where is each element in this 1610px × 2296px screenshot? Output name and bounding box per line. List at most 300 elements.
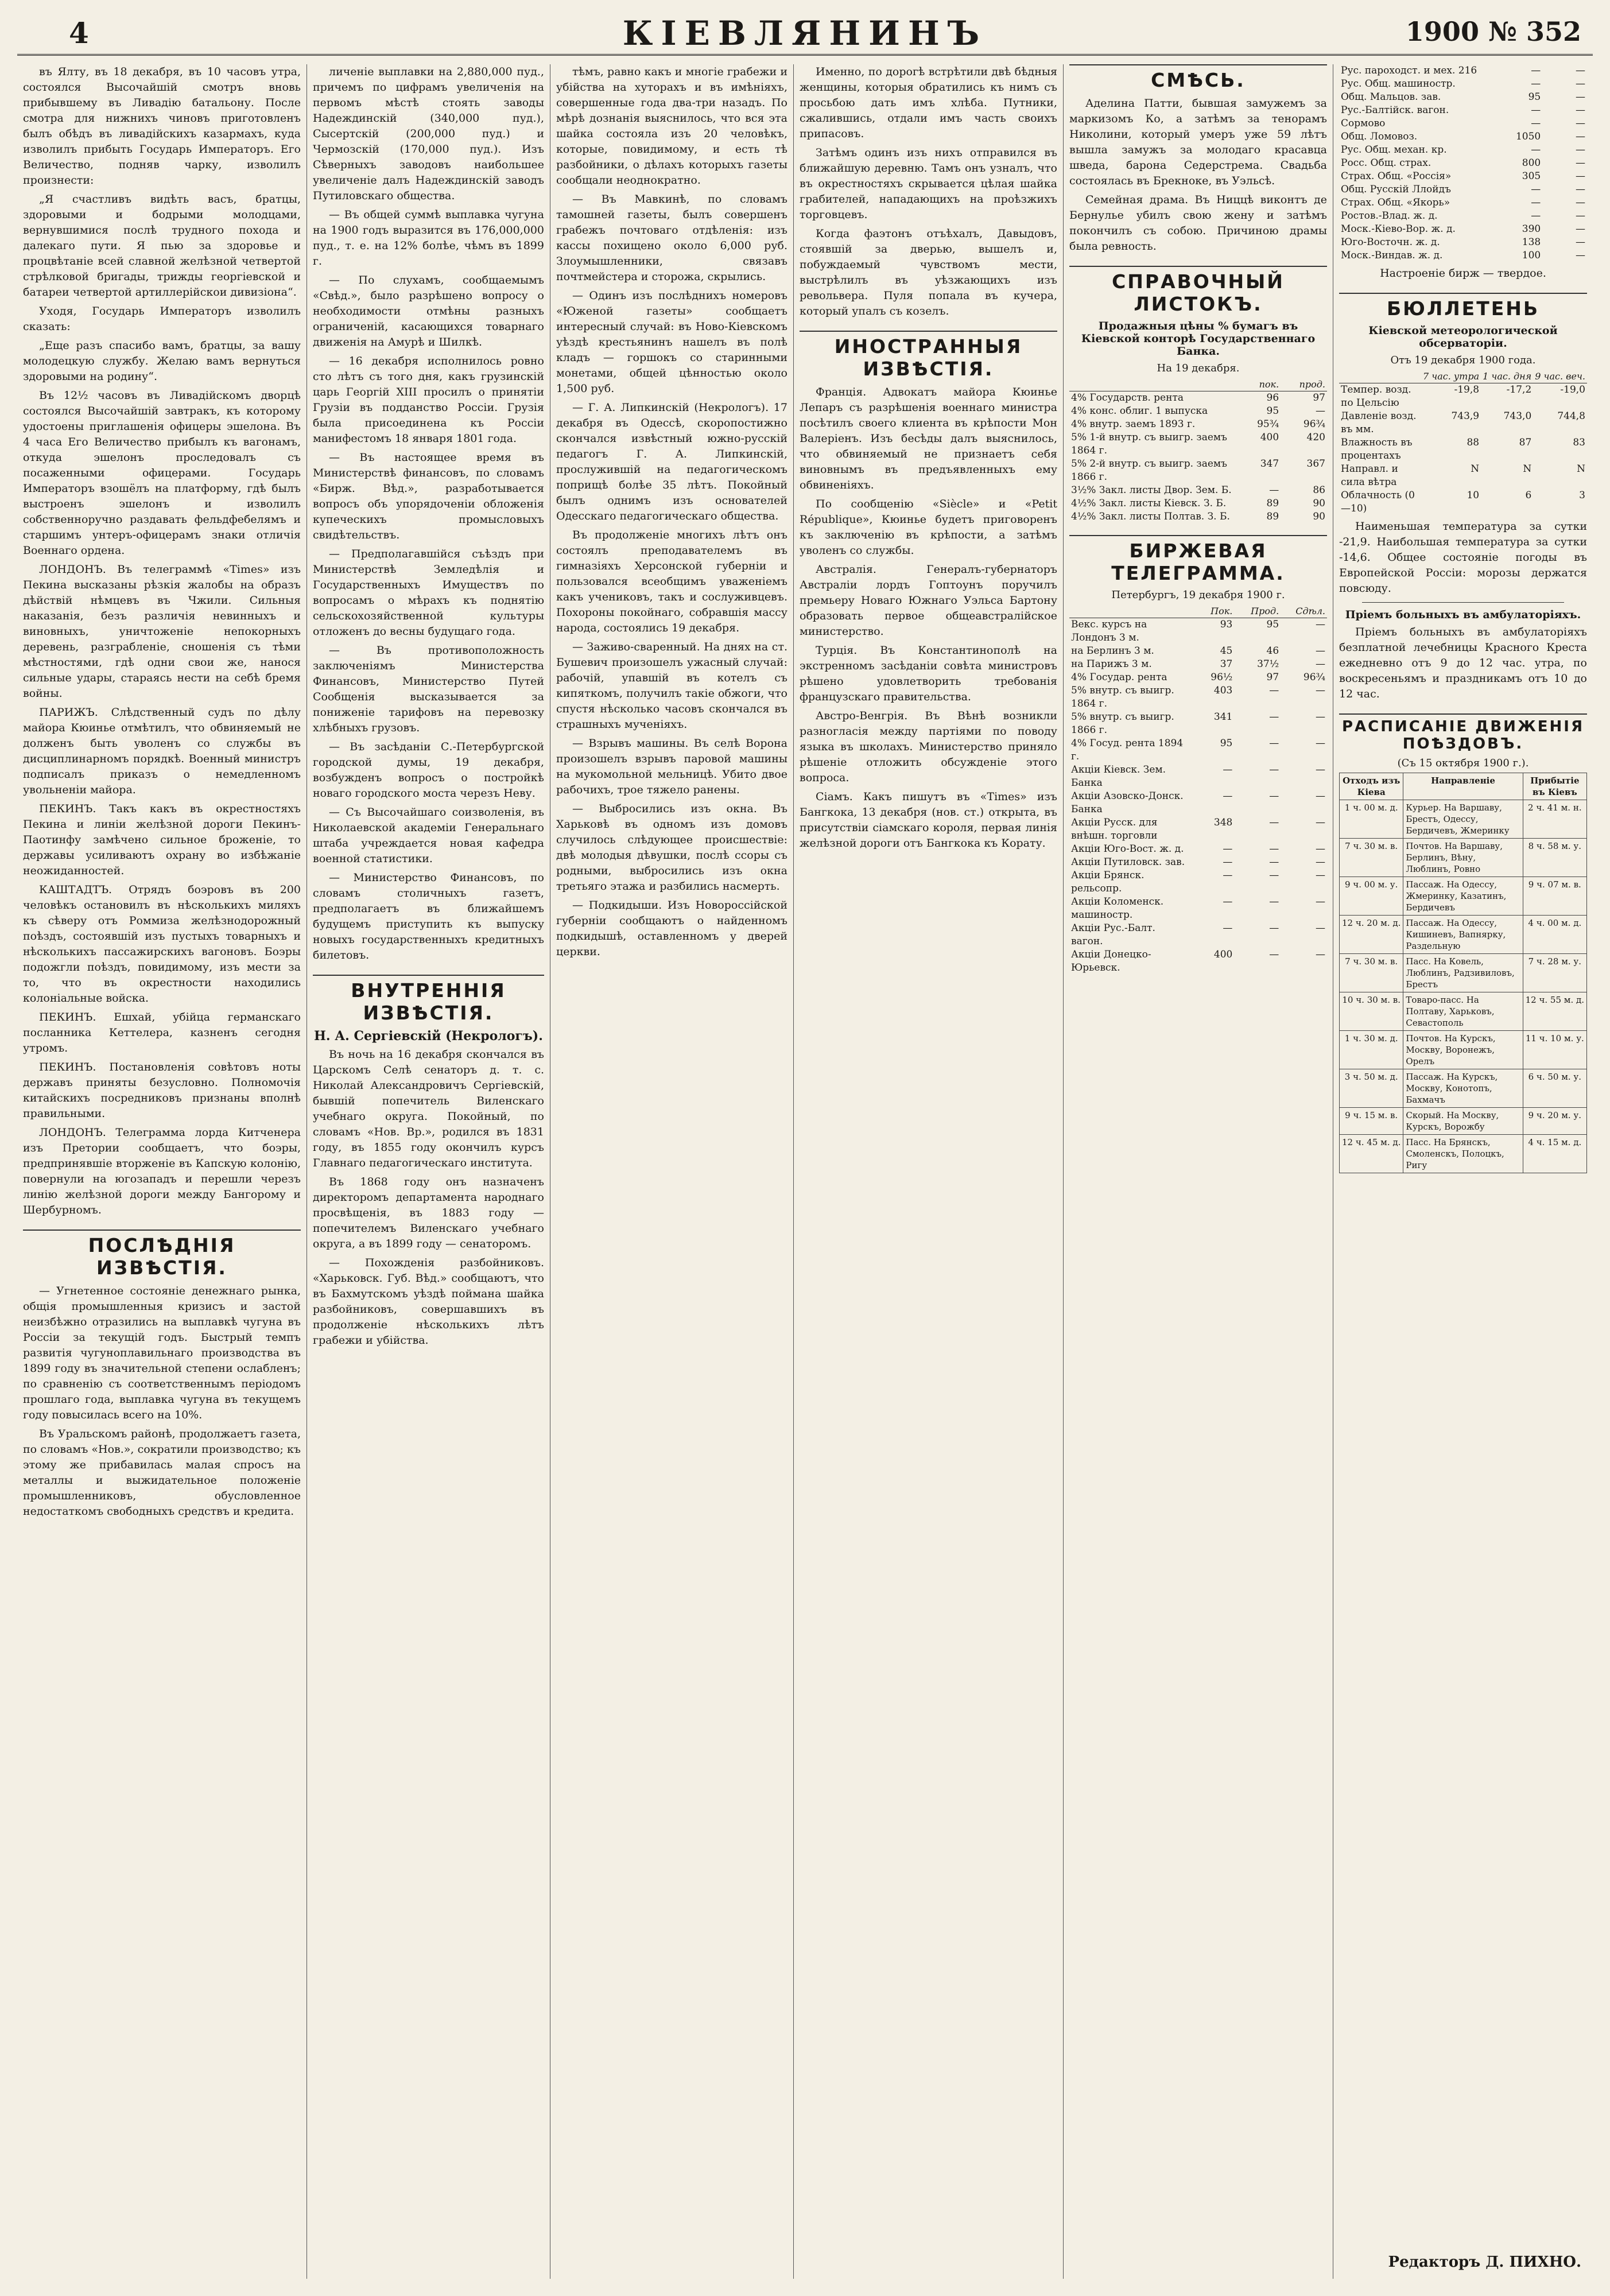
table-cell: 12 ч. 55 м. д.: [1523, 992, 1586, 1031]
article-paragraph: ЛОНДОНЪ. Въ телеграммѣ «Times» изъ Пекина высказаны рѣзкія жалобы на образъ дѣйствій нѣмцевъ въ Чжили. Сильныя наказанія, безъ различія невинныхъ и виновныхъ, уничтоженіе непокорныхъ деревень, разграбленіе, сношенія съ тѣми мѣстностями, гдѣ одни свои же, нанося сильные удары, стараясь нести на себѣ бремя войны.: [23, 563, 301, 700]
table-cell: 4½% Закл. листы Полтав. З. Б.: [1071, 511, 1230, 522]
table-cell: —: [1223, 896, 1233, 907]
table-cell: 5% внутр. съ выигр. 1866 г.: [1071, 711, 1174, 736]
bonds-subtitle: Продажныя цѣны % бумагъ въ Кіевской конторѣ Государственнаго Банка.: [1081, 320, 1316, 358]
table-cell: —: [1316, 645, 1325, 657]
table-cell: 4½% Закл. листы Кіевск. З. Б.: [1071, 498, 1227, 509]
table-cell: 3: [1579, 490, 1585, 501]
table-cell: 4% внутр. заемъ 1893 г.: [1071, 418, 1196, 430]
table-cell: 5% внутр. съ выигр. 1864 г.: [1071, 685, 1174, 709]
table-cell: —: [1576, 104, 1585, 116]
table-cell: Направл. и сила вѣтра: [1341, 463, 1398, 488]
stock-row: [1339, 223, 1587, 236]
table-cell: 7 ч. 30 м. в.: [1340, 839, 1403, 877]
column-header: пок.: [1234, 378, 1281, 391]
article-paragraph: — Министерство Финансовъ, по словамъ столичныхъ газетъ, предполагаетъ въ ближайшемъ будущемъ приступить къ выпуску новыхъ государственныхъ кредитныхъ билетовъ.: [313, 871, 544, 961]
table-cell: —: [1576, 65, 1585, 76]
exchange-date: Петербургъ, 19 декабря 1900 г.: [1111, 589, 1285, 601]
table-cell: 400: [1260, 432, 1279, 443]
table-cell: Пассаж. На Курскъ, Москву, Конотопъ, Бахмачъ: [1403, 1069, 1523, 1108]
table-cell: 800: [1522, 157, 1541, 169]
table-cell: —: [1269, 843, 1279, 855]
table-cell: Страх. Общ. «Россія»: [1341, 170, 1452, 182]
table-cell: Облачность (0—10): [1341, 490, 1415, 514]
column-6: [1333, 64, 1593, 2279]
article-paragraph: По сообщенію «Siècle» и «Petit République», Кюинье будетъ приговоренъ къ заключенію въ крѣпости, а затѣмъ уволенъ со службы.: [800, 498, 1057, 557]
train-schedule-table: [1339, 773, 1587, 1173]
table-cell: Давленіе возд. въ мм.: [1341, 410, 1417, 435]
table-cell: Общ. Ломовоз.: [1341, 131, 1418, 142]
weather-row: [1339, 383, 1587, 410]
article-paragraph: — Въ засѣданіи С.-Петербургской городской думы, 19 декабря, возбужденъ вопросъ о постройкѣ новаго городского моста черезъ Неву.: [313, 740, 544, 800]
article-paragraph: — Въ общей суммѣ выплавка чугуна на 1900 годъ выразится въ 176,000,000 пуд., т. е. на 12% болѣе, чѣмъ въ 1899 г.: [313, 208, 544, 267]
table-cell: Акціи Азовско-Донск. Банка: [1071, 790, 1184, 815]
table-cell: 100: [1522, 250, 1541, 261]
table-cell: —: [1269, 685, 1279, 696]
column-2: [307, 64, 550, 2279]
table-cell: 138: [1522, 236, 1541, 248]
table-cell: —: [1316, 711, 1325, 723]
table-cell: 348: [1213, 817, 1233, 828]
table-cell: 8 ч. 58 м. у.: [1523, 839, 1586, 877]
table-cell: 4% Государств. рента: [1071, 392, 1184, 404]
exchange-row: [1069, 895, 1327, 922]
page-number: 4: [69, 16, 89, 50]
exchange-row: [1069, 856, 1327, 869]
table-cell: Рус. Общ. машиностр.: [1341, 78, 1456, 90]
table-cell: 12 ч. 20 м. д.: [1340, 916, 1403, 954]
clinic-heading: Пріемъ больныхъ въ амбулаторіяхъ.: [1345, 608, 1581, 621]
table-cell: —: [1316, 922, 1325, 934]
weather-row: [1339, 436, 1587, 463]
table-cell: Акціи Донецко-Юрьевск.: [1071, 949, 1151, 974]
bulletin-title: БЮЛЛЕТЕНЬ: [1339, 293, 1587, 320]
table-cell: Росс. Общ. страх.: [1341, 157, 1431, 169]
table-cell: 12 ч. 45 м. д.: [1340, 1135, 1403, 1173]
article-paragraph: „Еще разъ спасибо вамъ, братцы, за вашу молодецкую службу. Желаю вамъ вернуться здоровыми на родину“.: [23, 339, 301, 383]
table-cell: —: [1576, 157, 1585, 169]
table-header-row: [1069, 378, 1327, 391]
table-cell: 97: [1266, 672, 1279, 683]
stock-row: [1339, 117, 1587, 130]
train-row: [1340, 800, 1587, 839]
article-paragraph: ЛОНДОНЪ. Телеграмма лорда Китченера изъ Претории сообщаетъ, что боэры, предпринявшіе вторженіе въ Капскую колонію, повернули на югозападъ и перешли черезъ линію желѣзной дороги между Бангорому и Шербурномъ.: [23, 1126, 301, 1216]
table-header-row: [1339, 370, 1587, 383]
table-cell: 87: [1519, 437, 1532, 448]
table-cell: —: [1269, 817, 1279, 828]
table-cell: 11 ч. 10 м. у.: [1523, 1031, 1586, 1069]
section-title-internal-news: ВНУТРЕННІЯ ИЗВѢСТІЯ.: [313, 975, 544, 1024]
table-cell: —: [1316, 870, 1325, 881]
table-cell: —: [1531, 197, 1541, 208]
table-cell: —: [1316, 619, 1325, 630]
table-cell: 95¾: [1257, 418, 1279, 430]
stocks-table: [1339, 64, 1587, 262]
column-header: [1069, 604, 1188, 618]
table-cell: —: [1576, 91, 1585, 103]
article-paragraph: Въ 12½ часовъ въ Ливадійскомъ дворцѣ состоялся Высочайшій завтракъ, къ которому удостоены приглашенія офицеры эшелона. Въ 4 часа Его Величество прибылъ къ вагонамъ, откуда эшелонъ проследовалъ съ посаженными офицерами. Государь Императоръ взошёлъ на платформу, гдѣ былъ выстроенъ эшелонъ и изволилъ собственноручно раздавать фельдфебелямъ и старшимъ унтеръ-офицерамъ знаки отличія Военнаго ордена.: [23, 389, 301, 557]
table-cell: 4% Государ. рента: [1071, 672, 1167, 683]
article-paragraph: Аделина Патти, бывшая замужемъ за маркизомъ Ко, а затѣмъ за тенорамъ Николини, который умеръ уже 59 лѣтъ вышла замужъ за молодаго красавца шведа, барона Седерстрема. Свадьба состоялась въ Брекноке, въ Уэльсѣ.: [1069, 97, 1327, 187]
column-header: Прод.: [1234, 604, 1281, 618]
table-cell: Почтов. На Варшаву, Берлинъ, Вѣну, Люблинъ, Ровно: [1403, 839, 1523, 877]
table-cell: —: [1316, 817, 1325, 828]
masthead: [17, 11, 1593, 56]
article-paragraph: — По слухамъ, сообщаемымъ «Свѣд.», было разрѣшено вопросу о необходимости отмѣны разныхъ ограниченій, касающихся товарнаго движенія на Амурѣ и Шилкѣ.: [313, 274, 544, 348]
table-cell: —: [1223, 764, 1233, 775]
train-row: [1340, 877, 1587, 916]
article-paragraph: Въ ночь на 16 декабря скончался въ Царскомъ Селѣ сенаторъ д. т. с. Николай Александровичъ Сергіевскій, бывшій попечитель Виленскаго учебнаго округа. Покойный, по словамъ «Нов. Вр.», родился въ 1831 году, въ 1855 году окончилъ курсъ Главнаго педагогическаго института.: [313, 1048, 544, 1169]
divider: [1362, 602, 1564, 603]
table-cell: 89: [1266, 511, 1279, 522]
table-cell: 97: [1313, 392, 1325, 404]
table-cell: 96½: [1211, 672, 1233, 683]
table-cell: —: [1531, 144, 1541, 156]
issue-number: 1900 № 352: [1405, 16, 1581, 47]
table-cell: N: [1577, 463, 1585, 475]
stock-row: [1339, 104, 1587, 117]
table-cell: —: [1576, 184, 1585, 195]
exchange-row: [1069, 869, 1327, 895]
article-paragraph: — Похожденія разбойниковъ. «Харьковск. Губ. Вѣд.» сообщаютъ, что въ Бахмутскомъ уѣздѣ поймана шайка разбойниковъ, совершавшихъ въ продолженіе нѣсколькихъ лѣтъ грабежи и убійства.: [313, 1256, 544, 1347]
article-paragraph: „Я счастливъ видѣть васъ, братцы, здоровыми и бодрыми молодцами, вернувшимися послѣ трудного похода и далекаго пути. Я пью за здоровье и процвѣтаніе всей славной желѣзной четвертой стрѣлковой бригады, трижды георгіевской и батареи четвертой артиллерійскои дивизіона“.: [23, 193, 301, 298]
table-cell: 95: [1266, 405, 1279, 417]
table-cell: Акціи Путиловск. зав.: [1071, 856, 1185, 868]
table-cell: —: [1269, 870, 1279, 881]
article-paragraph: — Выбросились изъ окна. Въ Харьковѣ въ одномъ изъ домовъ случилось слѣдующее происшествіе: двѣ молодыя дѣвушки, послѣ ссоры съ родными, выбросились изъ окна третьяго этажа и разбились насмерть.: [556, 802, 787, 893]
section-title-exchange: БИРЖЕВАЯ ТЕЛЕГРАММА.: [1069, 535, 1327, 584]
table-cell: Акціи Коломенск. машиностр.: [1071, 896, 1164, 921]
bonds-table: [1069, 378, 1327, 523]
table-cell: Моск.-Виндав. ж. д.: [1341, 250, 1443, 261]
table-cell: 37: [1220, 658, 1233, 670]
table-cell: Общ. Русскій Ллойдъ: [1341, 184, 1451, 195]
train-schedule-subtitle: (Съ 15 октября 1900 г.).: [1397, 757, 1529, 769]
table-cell: —: [1316, 843, 1325, 855]
section-title-reference: СПРАВОЧНЫЙ ЛИСТОКЪ.: [1069, 266, 1327, 315]
table-cell: —: [1316, 896, 1325, 907]
table-cell: 95: [1220, 738, 1233, 749]
bond-row: [1069, 484, 1327, 497]
article-paragraph: — Г. А. Липкинскій (Некрологъ). 17 декабря въ Одессѣ, скоропостижно скончался извѣстный южно-русскій педагогъ Г. А. Липкинскій, прослужившій на педагогическомъ поприщѣ болѣе 35 лѣтъ. Покойный былъ однимъ изъ основателей Одесскаго педагогическаго общества.: [556, 401, 787, 522]
article-paragraph: — Подкидыши. Изъ Новороссійской губерніи сообщаютъ о найденномъ подкидышѣ, оставленномъ у дверей церкви.: [556, 899, 787, 958]
section-title-miscellany: СМѢСЬ.: [1069, 64, 1327, 91]
table-cell: 367: [1306, 458, 1325, 470]
article-paragraph: — Съ Высочайшаго соизволенія, въ Николаевской академіи Генеральнаго штаба учреждается новая кафедра военной статистики.: [313, 806, 544, 865]
clinic-note: Пріемъ больныхъ въ амбулаторіяхъ безплатной лечебницы Красного Креста ежедневно отъ 9 до 12 час. утра, по воскресеньямъ и праздникамъ отъ 10 до 12 час.: [1339, 626, 1587, 700]
bond-row: [1069, 431, 1327, 457]
stock-row: [1339, 144, 1587, 157]
table-cell: Акціи Брянск. рельсопр.: [1071, 870, 1145, 894]
weather-table: [1339, 370, 1587, 515]
article-paragraph: Австро-Венгрія. Въ Вѣнѣ возникли разногласія между партіями по поводу языка въ школахъ. Министерство приняло рѣшеніе отложить обсужденіе этого вопроса.: [800, 709, 1057, 784]
table-cell: —: [1531, 184, 1541, 195]
table-cell: Влажность въ процентахъ: [1341, 437, 1413, 461]
table-cell: -19,0: [1560, 384, 1585, 395]
table-cell: 1 ч. 30 м. д.: [1340, 1031, 1403, 1069]
table-cell: 3½% Закл. листы Двор. Зем. Б.: [1071, 484, 1232, 496]
table-cell: 743,9: [1451, 410, 1480, 422]
train-row: [1340, 839, 1587, 877]
column-header: Направленіе: [1403, 773, 1523, 800]
table-cell: —: [1531, 210, 1541, 222]
train-row: [1340, 954, 1587, 992]
exchange-row: [1069, 671, 1327, 684]
table-cell: Товаро-пасс. На Полтаву, Харьковъ, Севастополь: [1403, 992, 1523, 1031]
column-header: [1069, 378, 1234, 391]
table-cell: —: [1223, 856, 1233, 868]
section-title-latest-news: ПОСЛѢДНІЯ ИЗВѢСТІЯ.: [23, 1230, 301, 1279]
bulletin-subtitle: Кіевской метеорологической обсерваторіи.: [1368, 324, 1558, 350]
table-cell: 1050: [1515, 131, 1541, 142]
column-header: 1 час. дня: [1481, 370, 1533, 383]
table-cell: 88: [1467, 437, 1480, 448]
exchange-row: [1069, 922, 1327, 948]
table-cell: Общ. Мальцов. зав.: [1341, 91, 1441, 103]
table-cell: —: [1576, 210, 1585, 222]
table-cell: Акціи Рус.-Балт. вагон.: [1071, 922, 1155, 947]
exchange-row: [1069, 790, 1327, 816]
bond-row: [1069, 457, 1327, 484]
table-cell: —: [1316, 405, 1325, 417]
table-cell: —: [1531, 78, 1541, 90]
article-paragraph: ПАРИЖЪ. Слѣдственный судъ по дѣлу майора Кюинье отмѣтилъ, что обвиняемый не долженъ быть уволенъ со службы въ дисциплинарномъ порядкѣ. Военный министръ подписалъ приказъ о немедленномъ увольненіи майора.: [23, 706, 301, 796]
table-cell: —: [1269, 764, 1279, 775]
article-paragraph: КАШТАДТЪ. Отрядъ боэровъ въ 200 человѣкъ остановилъ въ нѣсколькихъ миляхъ къ сѣверу отъ Роммиза желѣзнодорожный поѣздъ, состоявшій изъ пустыхъ товарныхъ и нѣсколькихъ пассажирскихъ вагоновъ. Боэры подожгли поѣздъ, повидимому, изъ мести за то, что въ окрестности находились колоніальные войска.: [23, 883, 301, 1004]
newspaper-title: КІЕВЛЯНИНЪ: [622, 14, 988, 53]
article-paragraph: Когда фаэтонъ отъѣхалъ, Давыдовъ, стоявшій за дверью, вышелъ и, побуждаемый чувствомъ мести, выстрѣлилъ въ уѣзжающихъ изъ револьвера. Пуля попала въ кучера, который упалъ съ козелъ.: [800, 227, 1057, 317]
table-cell: 9 ч. 07 м. в.: [1523, 877, 1586, 916]
article-paragraph: Уходя, Государь Императоръ изволилъ сказать:: [23, 305, 301, 333]
table-cell: 95: [1266, 619, 1279, 630]
table-cell: Рус. пароходст. и мех. 216: [1341, 65, 1477, 76]
table-cell: —: [1576, 250, 1585, 261]
table-cell: —: [1576, 78, 1585, 90]
table-cell: —: [1223, 922, 1233, 934]
article-paragraph: ПЕКИНЪ. Ешхай, убійца германскаго посланника Кеттелера, казненъ сегодня утромъ.: [23, 1011, 301, 1054]
table-cell: 341: [1213, 711, 1233, 723]
table-cell: на Парижъ 3 м.: [1071, 658, 1152, 670]
table-cell: 89: [1266, 498, 1279, 509]
table-cell: Страх. Общ. «Якорь»: [1341, 197, 1450, 208]
article-paragraph: — Въ противоположность заключеніямъ Министерства Финансовъ, Министерство Путей Сообщенія высказывается за пониженіе тарифовъ на перевозку хлѣбныхъ грузовъ.: [313, 644, 544, 734]
stock-row: [1339, 77, 1587, 91]
column-header: Прибытіе въ Кіевъ: [1523, 773, 1586, 800]
bond-row: [1069, 418, 1327, 431]
table-cell: —: [1269, 738, 1279, 749]
exchange-row: [1069, 843, 1327, 856]
article-paragraph: Турція. Въ Константинополѣ на экстренномъ засѣданіи совѣта министровъ рѣшено удовлетворить требованія французскаго правительства.: [800, 644, 1057, 703]
exchange-row: [1069, 645, 1327, 658]
table-cell: —: [1576, 236, 1585, 248]
table-cell: Курьер. На Варшаву, Брестъ, Одессу, Бердичевъ, Жмеринку: [1403, 800, 1523, 839]
article-paragraph: личеніе выплавки на 2,880,000 пуд., причемъ по цифрамъ увеличенія на первомъ мѣстѣ стоять заводы Надеждинскій (340,000 пуд.), Сысертскій (200,000 пуд.) и Чермозскій (170,000 пуд.). Изъ Сѣверныхъ заводовъ наибольшее увеличеніе далъ Надеждинскій заводъ Путиловскаго общества.: [313, 65, 544, 202]
table-cell: —: [1576, 144, 1585, 156]
article-paragraph: — Въ Мавкинѣ, по словамъ тамошней газеты, былъ совершенъ грабежъ почтоваго отдѣленія: изъ кассы похищено около 6,000 руб. Злоумышленники, связавъ почтмейстера и сторожа, скрылись.: [556, 193, 787, 283]
exchange-row: [1069, 948, 1327, 975]
table-cell: 9 ч. 15 м. в.: [1340, 1108, 1403, 1135]
exchange-row: [1069, 618, 1327, 645]
table-cell: 96: [1266, 392, 1279, 404]
table-cell: Темпер. возд. по Цельсію: [1341, 384, 1411, 409]
exchange-row: [1069, 737, 1327, 763]
column-header: прод.: [1281, 378, 1327, 391]
table-cell: 90: [1313, 511, 1325, 522]
table-cell: Ростов.-Влад. ж. д.: [1341, 210, 1438, 222]
stock-row: [1339, 64, 1587, 77]
table-cell: 10: [1467, 490, 1480, 501]
table-cell: 7 ч. 30 м. в.: [1340, 954, 1403, 992]
table-cell: —: [1269, 856, 1279, 868]
stock-row: [1339, 170, 1587, 183]
article-paragraph: тѣмъ, равно какъ и многіе грабежи и убійства на хуторахъ и въ имѣніяхъ, совершенные года два-три назадъ. По мѣрѣ дознанія выяснилось, что вся эта шайка состояла изъ 20 человѣкъ, которые, повидимому, и есть тѣ разбойники, о дѣлахъ которыхъ газеты сообщали неоднократно.: [556, 65, 787, 187]
table-cell: —: [1223, 790, 1233, 802]
train-row: [1340, 1135, 1587, 1173]
table-cell: —: [1316, 790, 1325, 802]
table-cell: 4% конс. облиг. 1 выпуска: [1071, 405, 1208, 417]
table-cell: 390: [1522, 223, 1541, 235]
table-cell: 400: [1213, 949, 1233, 960]
table-cell: 6 ч. 50 м. у.: [1523, 1069, 1586, 1108]
table-cell: —: [1531, 65, 1541, 76]
table-cell: 403: [1213, 685, 1233, 696]
weather-row: [1339, 489, 1587, 515]
article-paragraph: ПЕКИНЪ. Такъ какъ въ окрестностяхъ Пекина и линіи желѣзной дороги Пекинъ-Паотинфу замѣчено сильное броженіе, то державы усиливаютъ охрану во избѣжаніе неожиданностей.: [23, 802, 301, 877]
table-cell: Пассаж. На Одессу, Жмеринку, Казатинъ, Бердичевъ: [1403, 877, 1523, 916]
table-cell: 305: [1522, 170, 1541, 182]
article-paragraph: — Угнетенное состояніе денежнаго рынка, общія промышленныя кризисъ и застой неизбѣжно отразились на выплавкѣ чугуна въ Россіи за текущій годъ. Быстрый темпъ развитія чугуноплавильнаго производства въ 1899 году въ значительной степени ослабленъ; по сравненію съ соответственнымъ періодомъ прошлаго года, выплавка чугуна въ текущемъ году повысилась всего на 10%.: [23, 1285, 301, 1421]
column-header: Пок.: [1188, 604, 1235, 618]
table-header-row: [1069, 604, 1327, 618]
weather-row: [1339, 410, 1587, 436]
bond-row: [1069, 391, 1327, 405]
table-cell: Скорый. На Москву, Курскъ, Ворожбу: [1403, 1108, 1523, 1135]
table-cell: Пасс. На Ковель, Люблинъ, Радзивиловъ, Брестъ: [1403, 954, 1523, 992]
table-cell: 86: [1313, 484, 1325, 496]
article-paragraph: Въ 1868 году онъ назначенъ директоромъ департамента народнаго просвѣщенія, въ 1883 году — попечителемъ Виленскаго учебнаго округа, а въ 1899 году — сенаторомъ.: [313, 1176, 544, 1250]
table-cell: Акціи Юго-Вост. ж. д.: [1071, 843, 1184, 855]
article-paragraph: — Предполагавшійся съѣздъ при Министерствѣ Земледѣлія и Государственныхъ Имуществъ по вопросамъ о мѣрахъ къ поднятію сельскохозяйственной культуры отложенъ до весны будущаго года.: [313, 548, 544, 638]
table-cell: 6: [1525, 490, 1532, 501]
table-cell: 45: [1220, 645, 1233, 657]
table-cell: 743,0: [1503, 410, 1532, 422]
bulletin-date: Отъ 19 декабря 1900 года.: [1390, 354, 1536, 366]
table-cell: —: [1576, 197, 1585, 208]
table-cell: —: [1316, 856, 1325, 868]
weather-row: [1339, 463, 1587, 489]
table-cell: Акціи Кіевск. Зем. Банка: [1071, 764, 1166, 789]
article-paragraph: въ Ялту, въ 18 декабря, въ 10 часовъ утра, состоялся Высочайшій смотръ вновь прибывшему въ Ливадію батальону. После смотра для нижнихъ чиновъ приготовленъ былъ обѣдъ въ ливадійскихъ казармахъ, куда изволилъ прибыть Государь Императоръ. Его Величество, подняв чарку, изволилъ произнести:: [23, 65, 301, 187]
table-cell: Рус.-Балтійск. вагон.: [1341, 104, 1449, 116]
column-header: Отходъ изъ Кіева: [1340, 773, 1403, 800]
table-cell: —: [1316, 949, 1325, 960]
table-cell: 3 ч. 50 м. д.: [1340, 1069, 1403, 1108]
table-cell: —: [1316, 764, 1325, 775]
article-paragraph: — Заживо-сваренный. На днях на ст. Бушевич произошелъ ужасный случай: рабочій, упавшій въ котелъ съ кипяткомъ, получилъ такіе обжоги, что спустя нѣсколько часовъ скончался въ страшныхъ мученіяхъ.: [556, 641, 787, 731]
table-cell: —: [1269, 790, 1279, 802]
column-header: 7 час. утра: [1421, 370, 1481, 383]
table-cell: 5% 2-й внутр. съ выигр. заемъ 1866 г.: [1071, 458, 1227, 483]
table-cell: —: [1269, 711, 1279, 723]
column-header: Сдѣл.: [1281, 604, 1327, 618]
table-cell: —: [1269, 949, 1279, 960]
bond-row: [1069, 497, 1327, 510]
table-cell: —: [1316, 685, 1325, 696]
table-cell: 1 ч. 00 м. д.: [1340, 800, 1403, 839]
table-cell: 744,8: [1557, 410, 1585, 422]
stock-row: [1339, 91, 1587, 104]
table-cell: —: [1269, 896, 1279, 907]
table-cell: 420: [1306, 432, 1325, 443]
exchange-row: [1069, 763, 1327, 790]
article-paragraph: — Взрывъ машины. Въ селѣ Ворона произошелъ взрывъ паровой машины на мукомольной мельницѣ. Убито двое рабочихъ, трое тяжело ранены.: [556, 737, 787, 796]
table-cell: —: [1316, 738, 1325, 749]
article-paragraph: — 16 декабря исполнилось ровно сто лѣтъ съ того дня, какъ грузинскій царь Георгій XIII просилъ о принятіи Грузіи въ подданство Россіи. Грузія была присоединена къ Россіи манифестомъ 18 января 1801 года.: [313, 355, 544, 445]
column-3: [550, 64, 793, 2279]
table-cell: —: [1223, 870, 1233, 881]
table-cell: —: [1531, 118, 1541, 129]
stock-row: [1339, 196, 1587, 210]
stock-row: [1339, 157, 1587, 170]
table-cell: 9 ч. 00 м. у.: [1340, 877, 1403, 916]
table-cell: —: [1576, 131, 1585, 142]
table-cell: 37½: [1257, 658, 1279, 670]
table-cell: N: [1471, 463, 1480, 475]
table-cell: на Берлинъ 3 м.: [1071, 645, 1154, 657]
table-cell: 46: [1266, 645, 1279, 657]
table-cell: —: [1269, 484, 1279, 496]
table-cell: 10 ч. 30 м. в.: [1340, 992, 1403, 1031]
table-cell: —: [1316, 658, 1325, 670]
bonds-date: На 19 декабря.: [1157, 362, 1240, 374]
train-row: [1340, 1108, 1587, 1135]
article-paragraph: Въ продолженіе многихъ лѣтъ онъ состоялъ преподавателемъ въ гимназіяхъ Херсонской губерніи и пользовался всеобщимъ уваженіемъ какъ учениковъ, такъ и сослуживцевъ. Похороны покойнаго, собравшія массу народа, состоялись 19 декабря.: [556, 529, 787, 634]
column-5: [1063, 64, 1333, 2279]
table-cell: Моск.-Кіево-Вор. ж. д.: [1341, 223, 1456, 235]
stock-row: [1339, 210, 1587, 223]
table-cell: 4 ч. 15 м. д.: [1523, 1135, 1586, 1173]
table-cell: 96¾: [1303, 418, 1325, 430]
table-cell: Пассаж. На Одессу, Кишиневъ, Вапнярку, Раздельную: [1403, 916, 1523, 954]
article-paragraph: Въ Уральскомъ районѣ, продолжаетъ газета, по словамъ «Нов.», сократили производство; къ этому же прибавилась малая спросъ на металлы и выжидательное положеніе промышленниковъ, обусловленное недостаткомъ свободныхъ средствъ и кредита.: [23, 1428, 301, 1518]
table-cell: Акціи Русск. для внѣшн. торговли: [1071, 817, 1158, 841]
column-header: 9 час. веч.: [1533, 370, 1587, 383]
table-cell: 4 ч. 00 м. д.: [1523, 916, 1586, 954]
train-row: [1340, 992, 1587, 1031]
exchange-row: [1069, 711, 1327, 737]
article-paragraph: Франція. Адвокатъ майора Кюинье Лепаръ съ разрѣшенія военнаго министра посѣтилъ своего клиента въ крѣпости Мон Валеріенъ. Изъ бесѣды далъ выяснилось, что обвиняемый не признаетъ себя виновнымъ въ предъявленныхъ ему обвиненіяхъ.: [800, 386, 1057, 491]
column-header: [1339, 370, 1421, 383]
table-cell: —: [1576, 170, 1585, 182]
table-header-row: [1340, 773, 1587, 800]
table-cell: 347: [1260, 458, 1279, 470]
column-1: [17, 64, 307, 2279]
table-cell: Векс. курсъ на Лондонъ 3 м.: [1071, 619, 1147, 643]
article-paragraph: — Одинъ изъ послѣднихъ номеровъ «Юженой газеты» сообщаетъ интересный случай: въ Ново-Кіевскомъ уѣздѣ крестьянинъ нашелъ въ полѣ кладъ — горшокъ со старинными монетами, общей цѣнностью около 1,500 руб.: [556, 289, 787, 395]
table-cell: 2 ч. 41 м. н.: [1523, 800, 1586, 839]
stock-row: [1339, 183, 1587, 196]
train-row: [1340, 1069, 1587, 1108]
bond-row: [1069, 405, 1327, 418]
exchange-row: [1069, 658, 1327, 671]
table-cell: —: [1269, 922, 1279, 934]
train-row: [1340, 1031, 1587, 1069]
table-cell: Рус. Общ. механ. кр.: [1341, 144, 1447, 156]
obituary-heading: Н. А. Сергіевскій (Некрологъ).: [314, 1029, 543, 1044]
table-cell: Пасс. На Брянскъ, Смоленскъ, Полоцкъ, Ригу: [1403, 1135, 1523, 1173]
article-paragraph: — Въ настоящее время въ Министерствѣ финансовъ, по словамъ «Бирж. Вѣд.», разработывается вопросъ объ упорядоченіи обложенія купеческихъ промысловыхъ свидѣтельствъ.: [313, 451, 544, 541]
table-cell: 83: [1573, 437, 1585, 448]
